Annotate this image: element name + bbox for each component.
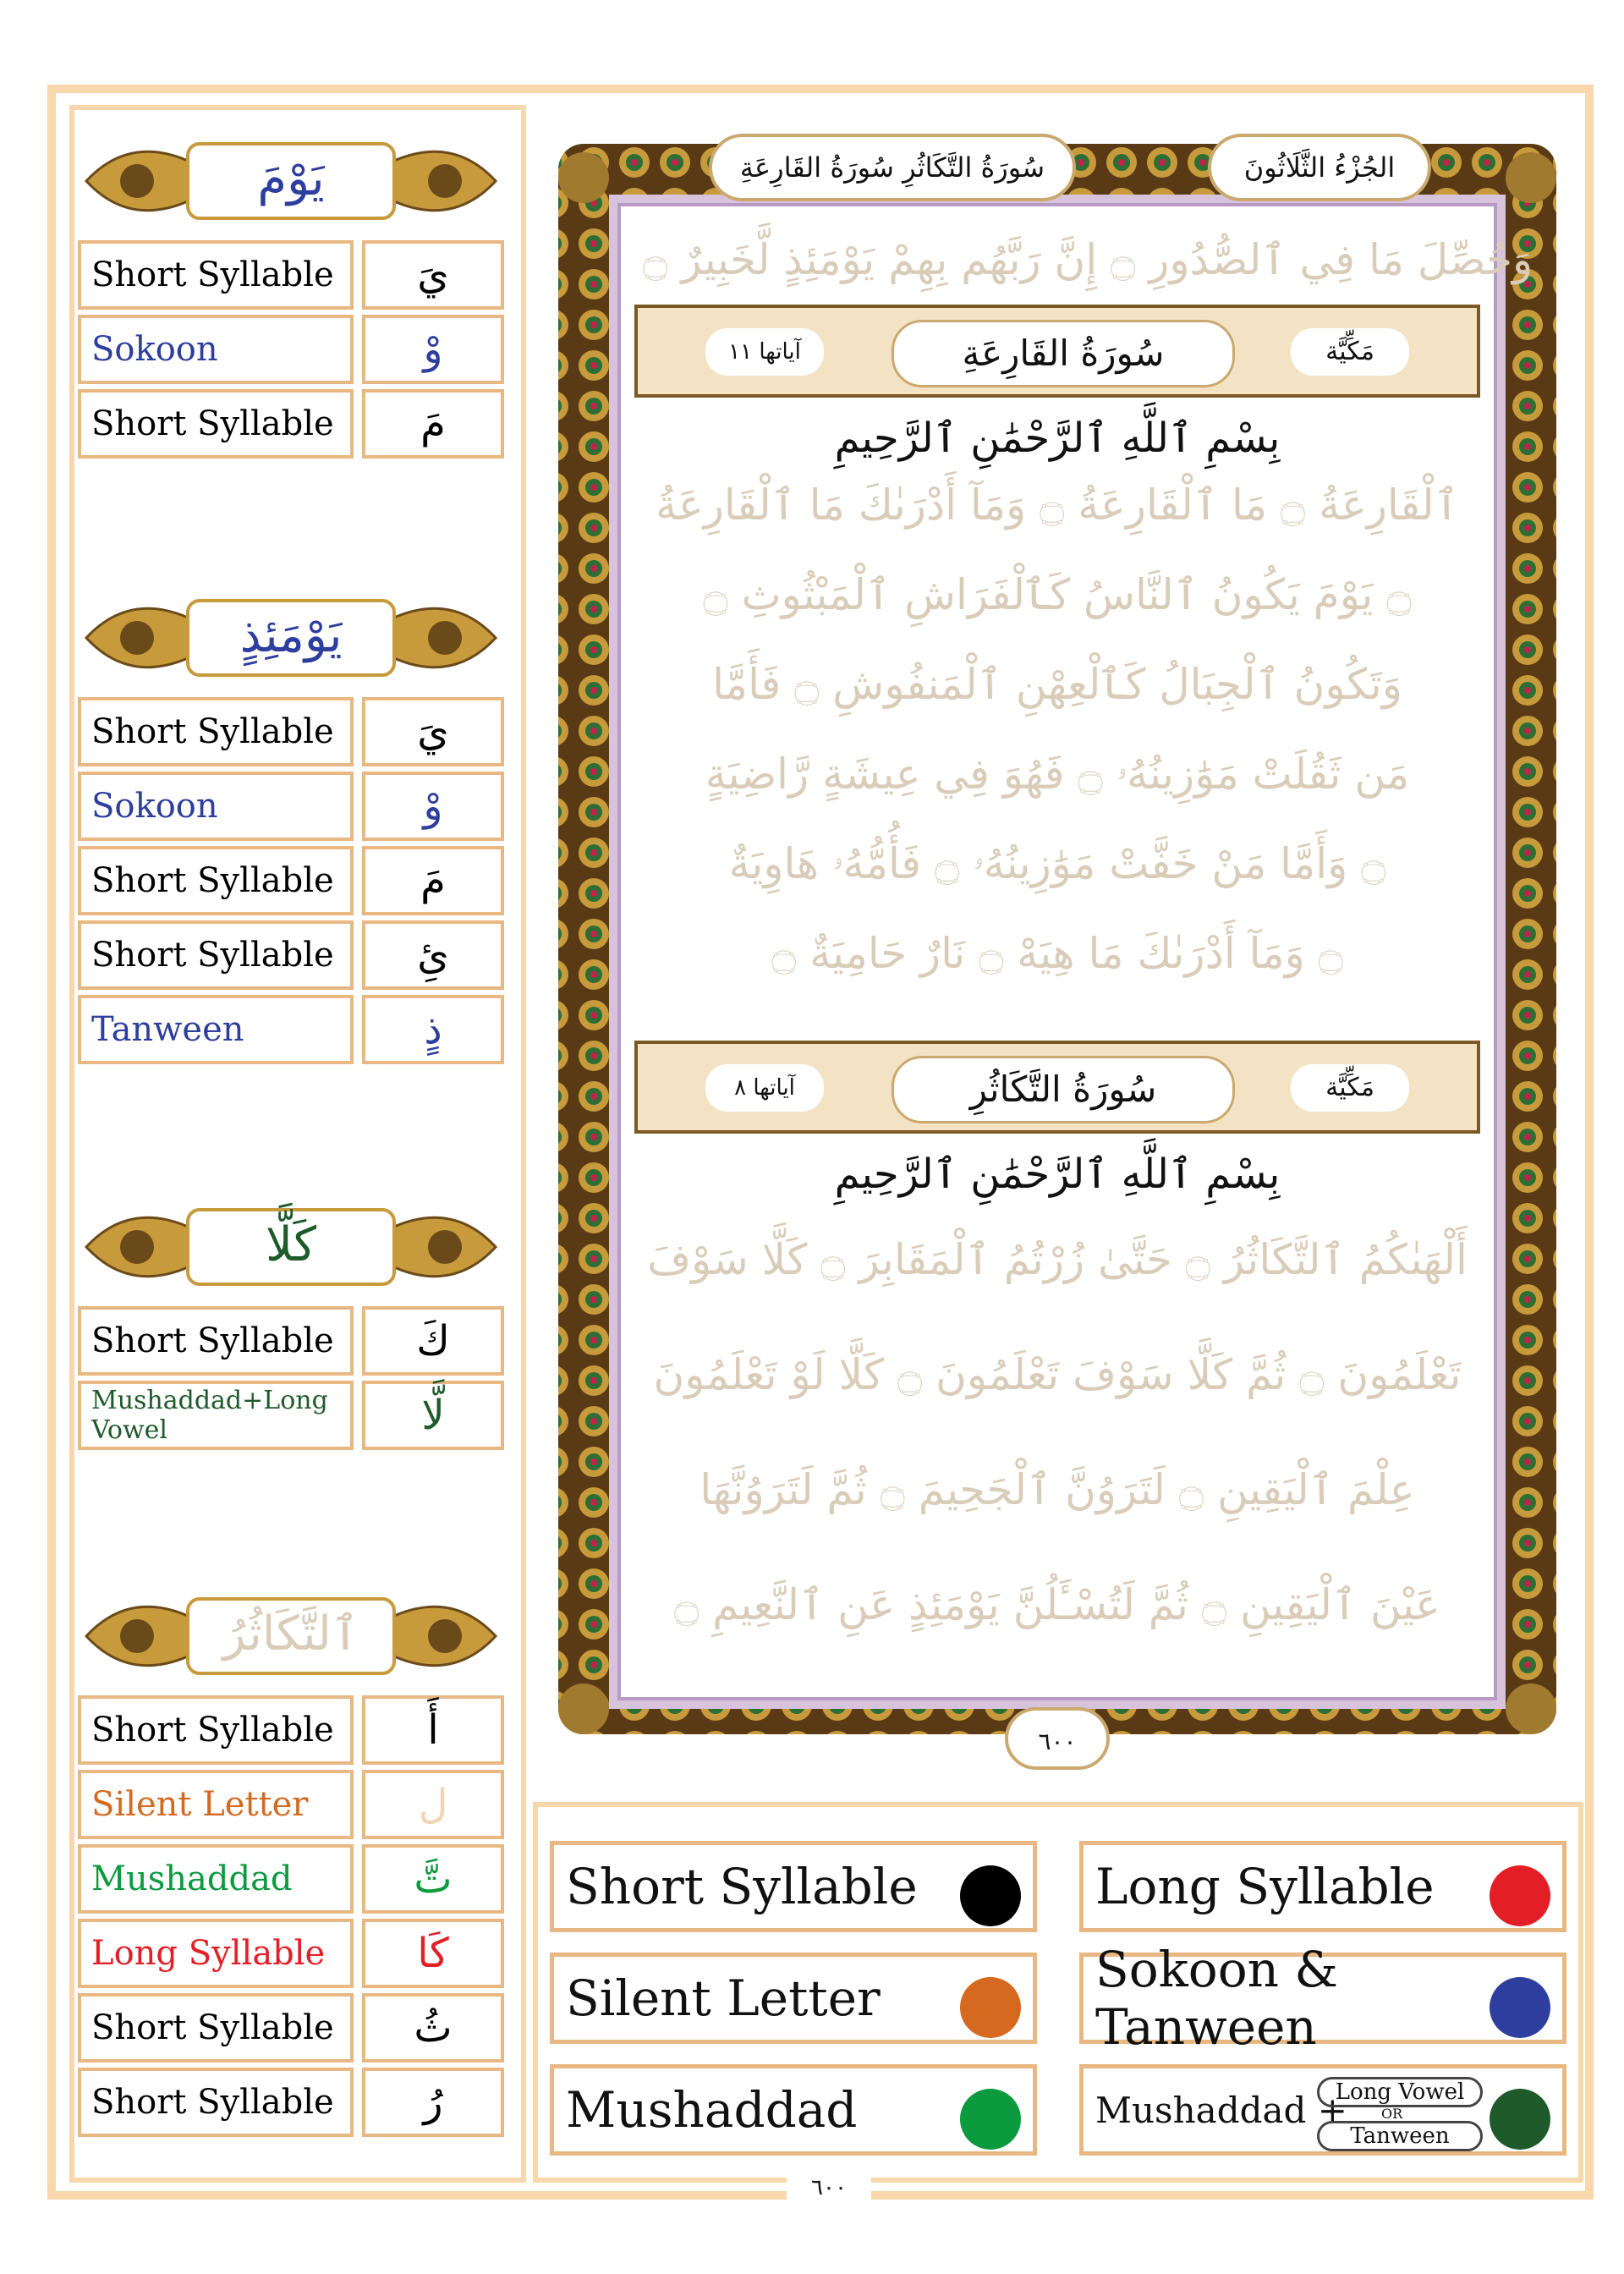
syllable-row bbox=[78, 772, 504, 841]
ayat-count: آياتها ١١ bbox=[705, 328, 824, 376]
revelation-type: مَكِّيَّة bbox=[1291, 1064, 1409, 1112]
word-text: يَوْمَئِذٍ bbox=[239, 608, 343, 663]
syllable-glyph: مَ bbox=[362, 389, 504, 459]
verse-line: مَن ثَقُلَتْ مَوَٰزِينُهُۥ ۝ فَهُوَ فِي عِيشَةٍ رَّاضِيَةٍ bbox=[705, 750, 1410, 799]
syllable-glyph: يَ bbox=[362, 697, 504, 766]
legend-label: Silent Letter bbox=[566, 1969, 881, 2027]
syllable-row bbox=[78, 697, 504, 766]
syllable-glyph: وْ bbox=[362, 772, 504, 841]
legend-mushaddad-plus bbox=[1079, 2064, 1566, 2156]
green-dot-icon bbox=[960, 2089, 1021, 2150]
legend-tanween: Tanween bbox=[1317, 2121, 1483, 2151]
verse-line: ٱلْقَارِعَةُ ۝ مَا ٱلْقَارِعَةُ ۝ وَمَآ أَدْرَىٰكَ مَا ٱلْقَارِعَةُ bbox=[656, 481, 1459, 530]
syllable-label: Short Syllable bbox=[78, 1993, 354, 2063]
syllable-row bbox=[78, 1306, 504, 1376]
legend-mushaddad bbox=[550, 2064, 1037, 2156]
syllable-label: Sokoon bbox=[78, 315, 354, 384]
syllable-row bbox=[78, 389, 504, 459]
syllable-row bbox=[78, 1919, 504, 1988]
verse-line: وَتَكُونُ ٱلْجِبَالُ كَٱلْعِهْنِ ٱلْمَنفُوشِ ۝ فَأَمَّا bbox=[712, 660, 1402, 709]
word-group bbox=[78, 127, 504, 459]
basmala: بِسْمِ ٱللَّهِ ٱلرَّحْمَٰنِ ٱلرَّحِيمِ bbox=[834, 1151, 1281, 1198]
syllable-row bbox=[78, 1381, 504, 1450]
legend-long-vowel: Long Vowel bbox=[1317, 2077, 1483, 2107]
verse-line: ۝ يَوْمَ يَكُونُ ٱلنَّاسُ كَٱلْفَرَاشِ ٱلْمَبْثُوثِ ۝ bbox=[703, 570, 1412, 619]
quran-page bbox=[533, 102, 1582, 1785]
verse-line: تَعْلَمُونَ ۝ ثُمَّ كَلَّا سَوْفَ تَعْلَمُونَ ۝ كَلَّا لَوْ تَعْلَمُونَ bbox=[653, 1350, 1462, 1399]
word-group bbox=[78, 1193, 504, 1450]
black-dot-icon bbox=[960, 1865, 1021, 1926]
word-ornament bbox=[78, 1582, 504, 1690]
syllable-row bbox=[78, 315, 504, 384]
ayat-count: آياتها ٨ bbox=[705, 1064, 824, 1112]
verse-line: ۝ وَأَمَّا مَنْ خَفَّتْ مَوَٰزِينُهُۥ ۝ فَأُمُّهُۥ هَاوِيَةٌ bbox=[728, 839, 1386, 888]
surah-header-qariah bbox=[634, 305, 1480, 398]
syllable-glyph: مَ bbox=[362, 846, 504, 915]
color-legend bbox=[533, 1802, 1583, 2183]
syllable-glyph: لَّا bbox=[362, 1381, 504, 1450]
syllable-row bbox=[78, 1844, 504, 1914]
legend-label: Sokoon & Tanween bbox=[1095, 1941, 1339, 2056]
bottom-page-number: ٦٠٠ bbox=[787, 2162, 871, 2213]
verse-line: أَلْهَىٰكُمُ ٱلتَّكَاثُرُ ۝ حَتَّىٰ زُرْتُمُ ٱلْمَقَابِرَ ۝ كَلَّا سَوْفَ bbox=[647, 1235, 1468, 1284]
syllable-label: Sokoon bbox=[78, 772, 354, 841]
legend-silent bbox=[550, 1953, 1037, 2044]
surah-title: سُورَةُ القَارِعَةِ bbox=[892, 320, 1235, 387]
syllable-glyph: رُ bbox=[362, 2068, 504, 2137]
syllable-row bbox=[78, 240, 504, 310]
word-ornament bbox=[78, 1193, 504, 1301]
syllable-label: Short Syllable bbox=[78, 1695, 354, 1765]
orange-dot-icon bbox=[960, 1977, 1021, 2038]
legend-long bbox=[1079, 1841, 1566, 1932]
header-surah-names: سُورَةُ التَّكَاثُرِ سُورَةُ القَارِعَةِ bbox=[739, 151, 1045, 184]
revelation-type: مَكِّيَّة bbox=[1291, 328, 1409, 376]
verse-line: عَيْنَ ٱلْيَقِينِ ۝ ثُمَّ لَتُسْـَٔلُنَّ يَوْمَئِذٍ عَنِ ٱلنَّعِيمِ ۝ bbox=[673, 1580, 1441, 1629]
syllable-label: Mushaddad bbox=[78, 1844, 354, 1914]
syllable-label: Short Syllable bbox=[78, 1306, 354, 1376]
syllable-row bbox=[78, 1770, 504, 1839]
legend-or: OR bbox=[1381, 2106, 1403, 2122]
syllable-row bbox=[78, 846, 504, 915]
dark-green-dot-icon bbox=[1490, 2089, 1550, 2150]
syllable-label: Short Syllable bbox=[78, 389, 354, 459]
syllable-label: Short Syllable bbox=[78, 2068, 354, 2137]
syllable-glyph: كَ bbox=[362, 1306, 504, 1376]
syllable-row bbox=[78, 1993, 504, 2063]
surah-header-takathur bbox=[634, 1041, 1480, 1134]
syllable-glyph: يَ bbox=[362, 240, 504, 310]
legend-label: Short Syllable bbox=[566, 1858, 918, 1915]
word-group bbox=[78, 584, 504, 1064]
syllable-label: Short Syllable bbox=[78, 240, 354, 310]
word-ornament bbox=[78, 584, 504, 692]
word-text: كَلَّا bbox=[265, 1217, 317, 1272]
word-ornament bbox=[78, 127, 504, 235]
syllable-glyph: ئِ bbox=[362, 920, 504, 990]
legend-short bbox=[550, 1841, 1037, 1932]
syllable-row bbox=[78, 2068, 504, 2137]
syllable-label: Long Syllable bbox=[78, 1919, 354, 1988]
legend-sokoon bbox=[1079, 1941, 1566, 2056]
syllable-row bbox=[78, 995, 504, 1064]
syllable-glyph: تَّ bbox=[362, 1844, 504, 1914]
syllable-label: Silent Letter bbox=[78, 1770, 354, 1839]
word-text: يَوْمَ bbox=[257, 151, 325, 206]
word-group bbox=[78, 1582, 504, 2137]
syllable-label: Short Syllable bbox=[78, 920, 354, 990]
legend-label: Long Syllable bbox=[1095, 1858, 1435, 1915]
legend-label: Mushaddad + bbox=[1095, 2089, 1347, 2131]
syllable-glyph: أَ bbox=[362, 1695, 504, 1765]
verse-line: عِلْمَ ٱلْيَقِينِ ۝ لَتَرَوُنَّ ٱلْجَحِيمَ ۝ ثُمَّ لَتَرَوُنَّهَا bbox=[700, 1465, 1415, 1514]
syllable-glyph: ذٍ bbox=[362, 995, 504, 1064]
page-number: ٦٠٠ bbox=[1038, 1727, 1077, 1755]
syllable-glyph: ثُ bbox=[362, 1993, 504, 2063]
legend-label: Mushaddad bbox=[566, 2081, 858, 2139]
syllable-label: Tanween bbox=[78, 995, 354, 1064]
basmala: بِسْمِ ٱللَّهِ ٱلرَّحْمَٰنِ ٱلرَّحِيمِ bbox=[834, 415, 1281, 462]
syllable-row bbox=[78, 920, 504, 990]
surah-title: سُورَةُ التَّكَاثُرِ bbox=[892, 1056, 1235, 1123]
word-text: ٱلتَّكَاثُرُ bbox=[222, 1607, 359, 1662]
syllable-glyph: ل bbox=[362, 1770, 504, 1839]
syllable-glyph: كَا bbox=[362, 1919, 504, 1988]
verse-line: ۝ وَمَآ أَدْرَىٰكَ مَا هِيَهْ ۝ نَارٌ حَامِيَةٌ ۝ bbox=[771, 929, 1343, 978]
red-dot-icon bbox=[1490, 1865, 1550, 1926]
blue-dot-icon bbox=[1490, 1977, 1550, 2038]
syllable-label: Mushaddad+Long Vowel bbox=[78, 1381, 354, 1450]
syllable-label: Short Syllable bbox=[78, 846, 354, 915]
syllable-glyph: وْ bbox=[362, 315, 504, 384]
syllable-row bbox=[78, 1695, 504, 1765]
header-juz: الجُزْءُ الثَّلَاثُونَ bbox=[1243, 151, 1396, 184]
verse-line-top: وَحُصِّلَ مَا فِي ٱلصُّدُورِ ۝ إِنَّ رَبَّهُم بِهِمْ يَوْمَئِذٍ لَّخَبِيرٌ ۝ bbox=[643, 235, 1533, 284]
syllable-label: Short Syllable bbox=[78, 697, 354, 766]
